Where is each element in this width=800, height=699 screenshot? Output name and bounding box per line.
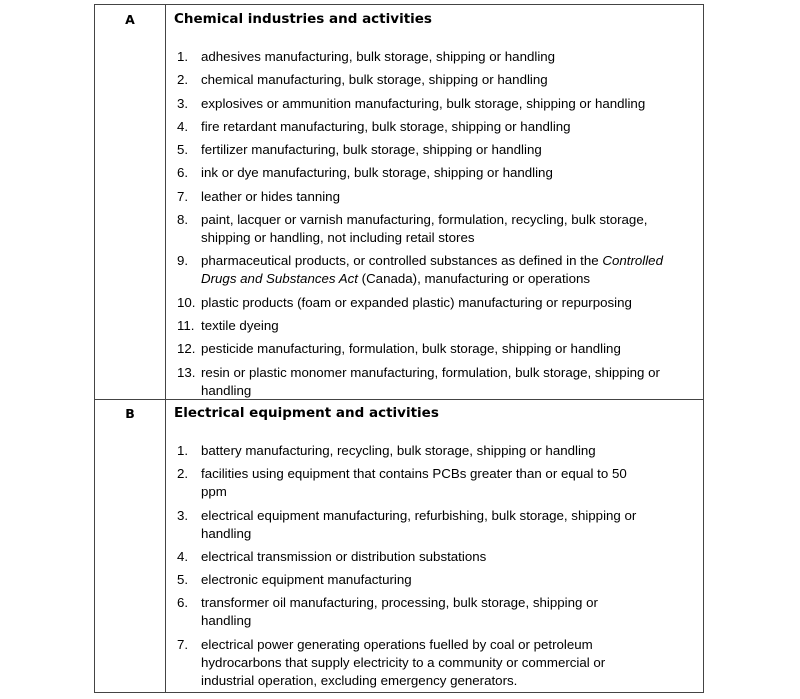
section-content [167,5,703,399]
list-item: 4. electrical transmission or distribution substations [177,548,487,564]
list-item: 10. plastic products (foam or expanded plastic) manufacturing or repurposing [177,294,632,310]
list-item: 5. electronic equipment manufacturing [177,572,412,588]
list-item: 3. electrical equipment manufacturing, refurbishing, bulk storage, shipping or handling [177,507,637,541]
section-b-row [95,399,703,692]
section-letter: A [95,5,166,399]
list-item: 7. electrical power generating operations fuelled by coal or petroleum hydrocarbons that supply electricity to a community or commercial or industrial operation, excluding emergency generators. [177,636,606,688]
list-item: 1. adhesives manufacturing, bulk storage, shipping or handling [177,49,556,64]
section-letter: B [95,399,166,692]
list-item: 8. paint, lacquer or varnish manufacturing, formulation, recycling, bulk storage, shipping or handling, not including retail stores [177,212,648,246]
activity-list [174,48,703,400]
section-heading: Chemical industries and activities [174,11,432,27]
section-content [167,399,703,692]
list-item: 6. transformer oil manufacturing, processing, bulk storage, shipping or handling [177,595,598,629]
industries-table [94,4,704,693]
activity-list [174,442,703,690]
section-a-row [95,5,703,400]
list-item: 4. fire retardant manufacturing, bulk storage, shipping or handling [177,118,571,134]
list-item: 2. chemical manufacturing, bulk storage, shipping or handling [177,72,548,88]
list-item: 3. explosives or ammunition manufacturing, bulk storage, shipping or handling [177,95,646,111]
list-item: 1. battery manufacturing, recycling, bulk storage, shipping or handling [177,443,596,458]
list-item: 5. fertilizer manufacturing, bulk storage, shipping or handling [177,142,542,158]
list-item: 2. facilities using equipment that contains PCBs greater than or equal to 50 ppm [177,466,627,500]
list-item: 12. pesticide manufacturing, formulation, bulk storage, shipping or handling [177,341,621,357]
list-item: 7. leather or hides tanning [177,188,340,204]
list-item: 13. resin or plastic monomer manufacturing, formulation, bulk storage, shipping or handling [177,364,660,398]
list-item: 9. pharmaceutical products, or controlled substances as defined in the Controlled Drugs and Substances Act (Canada), manufacturing or operations [177,253,663,287]
list-item: 6. ink or dye manufacturing, bulk storage, shipping or handling [177,165,553,181]
list-item: 11. textile dyeing [177,317,279,333]
section-heading: Electrical equipment and activities [174,405,439,421]
